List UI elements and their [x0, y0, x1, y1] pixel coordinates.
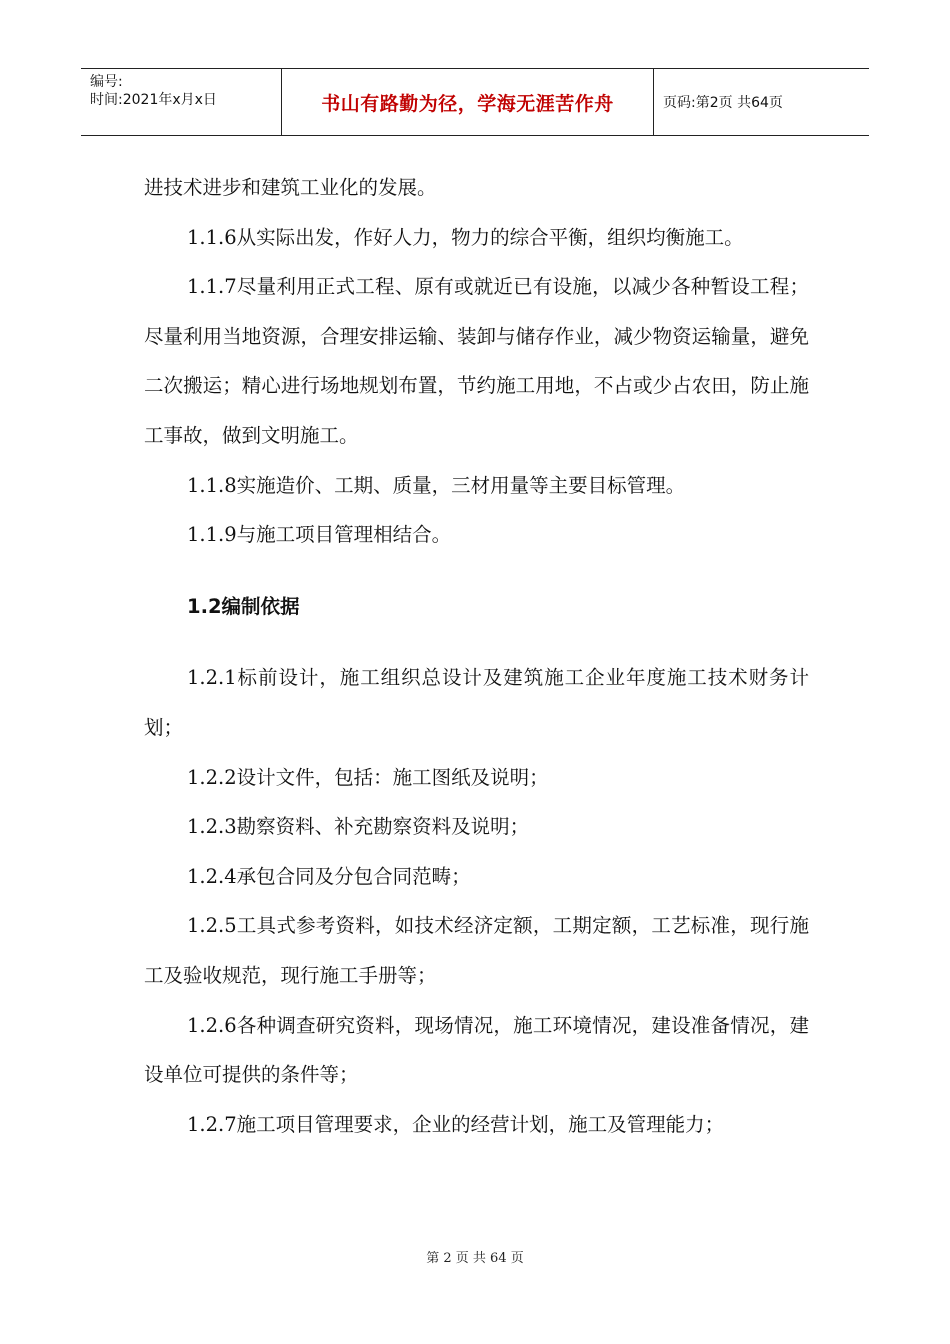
page-footer: 第 2 页 共 64 页	[426, 1251, 524, 1266]
document-time-label: 时间:2021年x月x日	[90, 92, 217, 108]
paragraph: 1.2.7施工项目管理要求，企业的经营计划，施工及管理能力；	[187, 1112, 725, 1136]
paragraph: 1.2.4承包合同及分包合同范畴；	[187, 864, 471, 888]
header-motto: 书山有路勤为径，学海无涯苦作舟	[321, 92, 614, 115]
header-motto-cell	[282, 69, 654, 135]
paragraph: 1.1.8实施造价、工期、质量，三材用量等主要目标管理。	[187, 473, 686, 497]
section-heading: 1.2编制依据	[187, 594, 300, 618]
paragraph: 1.2.3勘察资料、补充勘察资料及说明；	[187, 815, 530, 839]
paragraph: 1.1.6从实际出发，作好人力，物力的综合平衡，组织均衡施工。	[187, 225, 744, 249]
paragraph: 1.2.1标前设计，施工组织总设计及建筑施工企业年度施工技术财务计划；	[144, 666, 809, 739]
paragraph: 1.2.6各种调查研究资料，现场情况，施工环境情况，建设准备情况，建设单位可提供的条件等；	[144, 1013, 809, 1087]
paragraph: 1.2.5工具式参考资料，如技术经济定额，工期定额，工艺标准，现行施工及验收规范，现行施工手册等；	[144, 914, 809, 987]
header-page-info	[654, 69, 869, 135]
paragraph: 1.1.7尽量利用正式工程、原有或就近已有设施，以减少各种暂设工程；尽量利用当地资源，合理安排运输、装卸与储存作业，减少物资运输量，避免二次搬运；精心进行场地规划布置，节约施工用地，不占或少占农田，防止施工事故，做到文明施工。	[144, 275, 809, 447]
page-info-text: 页码:第2页 共64页	[663, 95, 783, 111]
paragraph: 进技术进步和建筑工业化的发展。	[144, 176, 437, 199]
paragraph: 1.2.2设计文件，包括：施工图纸及说明；	[187, 765, 549, 789]
header-meta	[81, 69, 282, 135]
document-body	[144, 163, 809, 1149]
page-header	[81, 68, 869, 136]
document-number-label: 编号:	[90, 74, 123, 90]
paragraph: 1.1.9与施工项目管理相结合。	[187, 523, 452, 547]
